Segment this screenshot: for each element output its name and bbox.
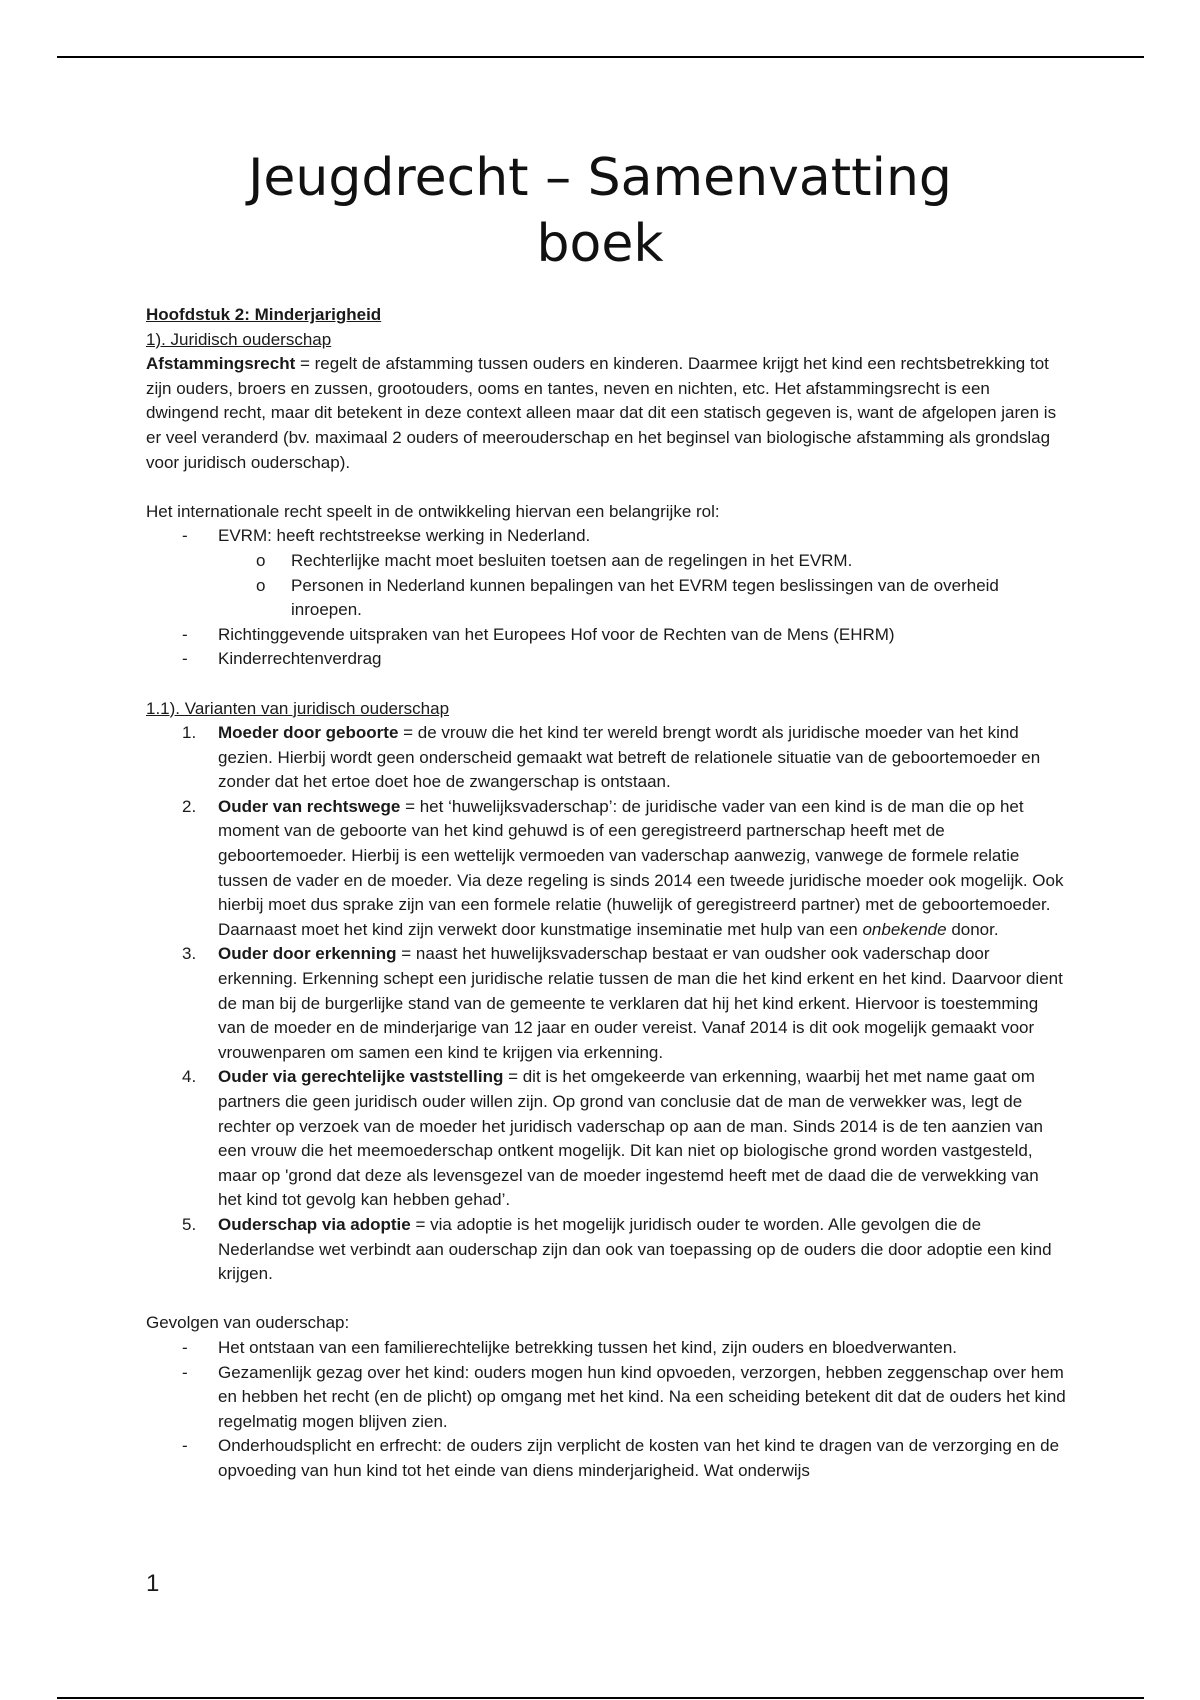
definition-tail: donor.	[946, 919, 999, 939]
definition-text: = dit is het omgekeerde van erkenning, waarbij het met name gaat om partners die geen juridisch ouder willen zijn. Op grond van conclusie dat de man de verwekker was, legt de rechter op verzoek van de moeder het juridisch vaderschap op aan de man. Sinds 2014 is de ten aanzien van een vrouw die het meemoederschap ontkent mogelijk. Dit kan niet op biologische grond worden vastgesteld, maar op 'grond dat deze als levensgezel van de moeder ingestemd heeft met de daad die de verwekking van het kind tot gevolg kan hebben gehad’.	[218, 1067, 1044, 1210]
list-item	[146, 1065, 1066, 1213]
circle-marker: o	[256, 575, 266, 595]
list-item	[146, 1213, 1066, 1287]
international-intro: Het internationale recht speelt in de ontwikkeling hiervan een belangrijke rol:	[146, 501, 720, 521]
title-line-1: Jeugdrecht – Samenvatting	[248, 148, 952, 208]
section-heading-1: 1). Juridisch ouderschap	[146, 329, 332, 349]
number-marker: 5.	[182, 1214, 197, 1234]
list-item-text: Het ontstaan van een familierechtelijke betrekking tussen het kind, zijn ouders en bloedverwanten.	[218, 1337, 957, 1357]
section-heading-1-1: 1.1). Varianten van juridisch ouderschap	[146, 698, 450, 718]
list-item-text: Personen in Nederland kunnen bepalingen van het EVRM tegen beslissingen van de overheid inroepen.	[291, 575, 999, 620]
list-item-text: Kinderrechtenverdrag	[218, 649, 382, 669]
term: Ouder van rechtswege	[218, 796, 401, 816]
list-item	[146, 524, 1066, 549]
dash-marker: -	[182, 1337, 188, 1357]
list-item-text: EVRM: heeft rechtstreekse werking in Nederland.	[218, 526, 591, 546]
document-body	[146, 303, 1066, 1484]
number-marker: 3.	[182, 944, 197, 964]
emphasis: onbekende	[862, 919, 947, 939]
gevolgen-intro: Gevolgen van ouderschap:	[146, 1313, 350, 1333]
list-item	[146, 795, 1066, 943]
document-title	[0, 145, 1200, 277]
dash-marker: -	[182, 1436, 188, 1456]
list-item	[146, 1434, 1066, 1483]
list-item	[146, 574, 1066, 623]
afstammingsrecht-text: = regelt de afstamming tussen ouders en kinderen. Daarmee krijgt het kind een rechtsbetrekking tot zijn ouders, broers en zussen, grootouders, ooms en tantes, neven en nichten, etc. Het afstammingsrecht is een dwingend recht, maar dit betekent in deze context alleen maar dat dit een statisch gegeven is, want de afgelopen jaren is er veel veranderd (bv. maximaal 2 ouders of meerouderschap en het beginsel van biologische afstamming als grondslag voor juridisch ouderschap).	[146, 354, 1057, 472]
number-marker: 1.	[182, 723, 197, 743]
definition-text: = de vrouw die het kind ter wereld brengt wordt als juridische moeder van het kind gezien. Hierbij wordt geen onderscheid gemaakt wat betreft de relationele situatie van de geboortemoeder en zonder dat het ertoe doet hoe de zwangerschap is ontstaan.	[218, 723, 1041, 792]
dash-marker: -	[182, 649, 188, 669]
varianten-list	[146, 721, 1066, 1287]
list-item-text: Rechterlijke macht moet besluiten toetsen aan de regelingen in het EVRM.	[291, 550, 853, 570]
list-item	[146, 1361, 1066, 1435]
circle-marker: o	[256, 550, 266, 570]
list-item	[146, 549, 1066, 574]
term: Ouderschap via adoptie	[218, 1214, 411, 1234]
list-item	[146, 623, 1066, 648]
number-marker: 4.	[182, 1067, 197, 1087]
term-afstammingsrecht: Afstammingsrecht	[146, 354, 296, 374]
list-item-text: Onderhoudsplicht en erfrecht: de ouders zijn verplicht de kosten van het kind te dragen van de verzorging en de opvoeding van hun kind tot het einde van diens minderjarigheid. Wat onderwijs	[218, 1436, 1060, 1480]
list-item	[146, 1336, 1066, 1361]
list-item	[146, 942, 1066, 1065]
title-line-2: boek	[536, 214, 664, 274]
page-number: 1	[146, 1570, 160, 1597]
dash-marker: -	[182, 624, 188, 644]
international-list	[146, 524, 1066, 549]
afstammingsrecht-paragraph	[146, 352, 1066, 475]
gevolgen-list	[146, 1336, 1066, 1484]
number-marker: 2.	[182, 796, 197, 816]
list-item-text: Richtinggevende uitspraken van het Europees Hof voor de Rechten van de Mens (EHRM)	[218, 624, 895, 644]
evrm-sublist	[146, 549, 1066, 623]
dash-marker: -	[182, 1362, 188, 1382]
definition-text: = via adoptie is het mogelijk juridisch ouder te worden. Alle gevolgen die de Nederlandse wet verbindt aan ouderschap zijn dan ook van toepassing op de ouders die door adoptie een kind krijgen.	[218, 1214, 1052, 1284]
international-list-cont	[146, 623, 1066, 672]
list-item	[146, 647, 1066, 672]
definition-text: = het ‘huwelijksvaderschap’: de juridische vader van een kind is de man die op het moment van de geboorte van het kind gehuwd is of een geregistreerd partnerschap heeft met de geboortemoeder. Hierbij is een wettelijk vermoeden van vaderschap aanwezig, vanwege de formele relatie tussen de vader en de moeder. Via deze regeling is sinds 2014 een tweede juridische moeder ook mogelijk. Ook hierbij moet dus sprake zijn van een formele relatie (huwelijk of geregistreerd partner) met de geboortemoeder. Daarnaast moet het kind zijn verwekt door kunstmatige inseminatie met hulp van een	[218, 796, 1064, 939]
term: Ouder door erkenning	[218, 944, 397, 964]
header-rule	[57, 56, 1144, 58]
dash-marker: -	[182, 526, 188, 546]
chapter-heading: Hoofdstuk 2: Minderjarigheid	[146, 305, 382, 324]
footer-rule	[57, 1697, 1144, 1699]
list-item-text: Gezamenlijk gezag over het kind: ouders mogen hun kind opvoeden, verzorgen, hebben zeggenschap over hem en hebben het recht (en de plicht) op omgang met het kind. Na een scheiding betekent dit dat de ouders het kind regelmatig mogen blijven zien.	[218, 1362, 1066, 1431]
term: Ouder via gerechtelijke vaststelling	[218, 1067, 504, 1087]
definition-text: = naast het huwelijksvaderschap bestaat er van oudsher ook vaderschap door erkenning. Erkenning schept een juridische relatie tussen de man die het kind erkent en het kind. Daarvoor dient de man bij de burgerlijke stand van de gemeente te verklaren dat hij het kind erkent. Hiervoor is toestemming van de moeder en de minderjarige van 12 jaar en ouder vereist. Vanaf 2014 is dit ook mogelijk gemaakt voor vrouwenparen om samen een kind te krijgen via erkenning.	[218, 944, 1063, 1062]
term: Moeder door geboorte	[218, 723, 399, 743]
list-item	[146, 721, 1066, 795]
